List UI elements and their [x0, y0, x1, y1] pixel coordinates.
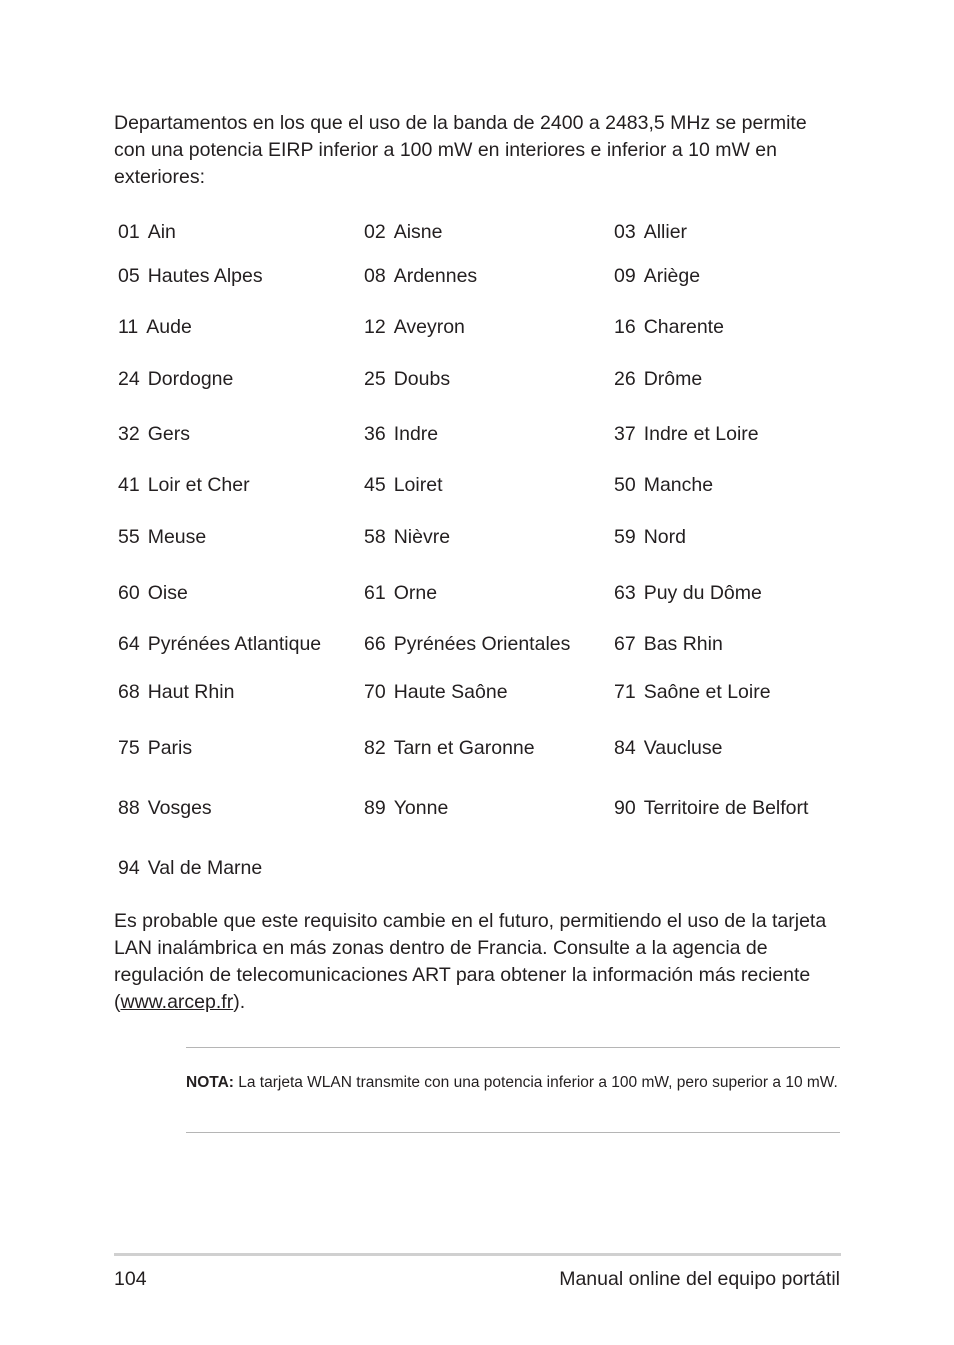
department-code: 68: [118, 681, 140, 703]
department-cell: [364, 525, 450, 549]
department-code: 08: [364, 265, 386, 287]
department-name: Ain: [147, 221, 176, 243]
department-cell: [614, 525, 686, 549]
department-cell: [118, 796, 212, 820]
department-code: 64: [118, 633, 140, 655]
department-name: Yonne: [393, 797, 449, 819]
department-name: Val de Marne: [147, 857, 263, 879]
department-name: Territoire de Belfort: [643, 797, 809, 819]
department-name: Puy du Dôme: [643, 582, 762, 604]
department-cell: [118, 856, 262, 880]
department-cell: [614, 220, 687, 244]
department-code: 02: [364, 221, 386, 243]
department-name: Drôme: [643, 368, 703, 390]
department-name: Tarn et Garonne: [393, 737, 535, 759]
department-cell: [614, 632, 723, 656]
department-name: Loiret: [393, 474, 443, 496]
department-code: 60: [118, 582, 140, 604]
department-code: 37: [614, 423, 636, 445]
arcep-link[interactable]: www.arcep.fr: [120, 991, 234, 1013]
department-cell: [614, 422, 759, 446]
manual-title: Manual online del equipo portátil: [559, 1268, 840, 1290]
department-cell: [118, 264, 263, 288]
department-cell: [364, 220, 442, 244]
department-code: 66: [364, 633, 386, 655]
department-name: Pyrénées Atlantique: [147, 633, 322, 655]
department-code: 50: [614, 474, 636, 496]
department-code: 84: [614, 737, 636, 759]
department-code: 71: [614, 681, 636, 703]
department-name: Indre: [393, 423, 439, 445]
department-name: Hautes Alpes: [147, 265, 263, 287]
outro-suffix: ).: [233, 991, 246, 1013]
department-cell: [364, 680, 508, 704]
department-cell: [118, 422, 190, 446]
department-cell: [118, 632, 321, 656]
department-name: Indre et Loire: [643, 423, 759, 445]
note-bottom-rule: [186, 1132, 840, 1133]
department-code: 70: [364, 681, 386, 703]
department-name: Loir et Cher: [147, 474, 250, 496]
department-name: Ardennes: [393, 265, 478, 287]
department-code: 55: [118, 526, 140, 548]
department-code: 75: [118, 737, 140, 759]
department-code: 05: [118, 265, 140, 287]
intro-paragraph: Departamentos en los que el uso de la banda de 2400 a 2483,5 MHz se permite con una potencia EIRP inferior a 100 mW en interiores e inferior a 10 mW en exteriores:: [114, 112, 807, 188]
department-cell: [364, 264, 477, 288]
department-cell: [118, 473, 250, 497]
outro-text: Es probable que este requisito cambie en el futuro, permitiendo el uso de la tarjeta LAN inalámbrica en más zonas dentro de Francia. Consulte a la agencia de regulación de telecomunicaciones ART para obtener la información más reciente (: [114, 910, 827, 1013]
department-name: Doubs: [393, 368, 451, 390]
department-code: 89: [364, 797, 386, 819]
department-code: 24: [118, 368, 140, 390]
department-cell: [118, 220, 176, 244]
department-code: 41: [118, 474, 140, 496]
department-cell: [614, 473, 713, 497]
department-cell: [364, 367, 450, 391]
department-code: 90: [614, 797, 636, 819]
department-name: Pyrénées Orientales: [393, 633, 571, 655]
note-text: La tarjeta WLAN transmite con una potencia inferior a 100 mW, pero superior a 10 mW.: [233, 1074, 838, 1091]
department-name: Dordogne: [147, 368, 234, 390]
department-name: Nièvre: [393, 526, 451, 548]
note-label: NOTA:: [186, 1074, 234, 1091]
department-name: Haute Saône: [393, 681, 508, 703]
department-name: Ariège: [643, 265, 701, 287]
department-cell: [614, 736, 722, 760]
department-name: Allier: [643, 221, 688, 243]
department-name: Aisne: [393, 221, 443, 243]
department-code: 94: [118, 857, 140, 879]
department-cell: [364, 473, 442, 497]
department-code: 59: [614, 526, 636, 548]
department-code: 36: [364, 423, 386, 445]
department-cell: [118, 680, 234, 704]
department-name: Vaucluse: [643, 737, 723, 759]
department-code: 67: [614, 633, 636, 655]
department-name: Charente: [643, 316, 724, 338]
department-code: 88: [118, 797, 140, 819]
department-cell: [118, 367, 233, 391]
department-code: 09: [614, 265, 636, 287]
department-name: Nord: [643, 526, 686, 548]
department-name: Aveyron: [393, 316, 465, 338]
department-name: Gers: [147, 423, 190, 445]
department-code: 61: [364, 582, 386, 604]
department-cell: [364, 796, 448, 820]
department-code: 03: [614, 221, 636, 243]
department-cell: [364, 632, 570, 656]
department-name: Bas Rhin: [643, 633, 723, 655]
department-code: 58: [364, 526, 386, 548]
department-name: Orne: [393, 582, 438, 604]
department-code: 63: [614, 582, 636, 604]
department-cell: [614, 796, 808, 820]
department-code: 26: [614, 368, 636, 390]
department-name: Vosges: [147, 797, 212, 819]
department-cell: [614, 315, 724, 339]
department-code: 12: [364, 316, 386, 338]
department-name: Meuse: [147, 526, 207, 548]
department-cell: [118, 525, 206, 549]
department-code: 01: [118, 221, 140, 243]
department-name: Manche: [643, 474, 714, 496]
outro-paragraph: [114, 908, 838, 1016]
department-cell: [614, 680, 771, 704]
department-cell: [614, 264, 700, 288]
department-code: 25: [364, 368, 386, 390]
department-code: 32: [118, 423, 140, 445]
note-box: [186, 1071, 838, 1094]
department-code: 82: [364, 737, 386, 759]
department-cell: [118, 315, 192, 339]
department-name: Haut Rhin: [147, 681, 235, 703]
department-name: Saône et Loire: [643, 681, 771, 703]
department-cell: [364, 736, 535, 760]
note-top-rule: [186, 1047, 840, 1048]
department-code: 45: [364, 474, 386, 496]
department-code: 16: [614, 316, 636, 338]
department-name: Paris: [147, 737, 193, 759]
department-cell: [118, 736, 192, 760]
department-cell: [364, 315, 465, 339]
department-cell: [614, 581, 762, 605]
department-name: Aude: [146, 316, 192, 338]
department-cell: [364, 422, 438, 446]
department-cell: [364, 581, 437, 605]
department-cell: [614, 367, 702, 391]
page-number: 104: [114, 1268, 147, 1290]
department-name: Oise: [147, 582, 188, 604]
department-code: 11: [118, 316, 139, 338]
department-cell: [118, 581, 188, 605]
footer-rule: [114, 1253, 841, 1256]
